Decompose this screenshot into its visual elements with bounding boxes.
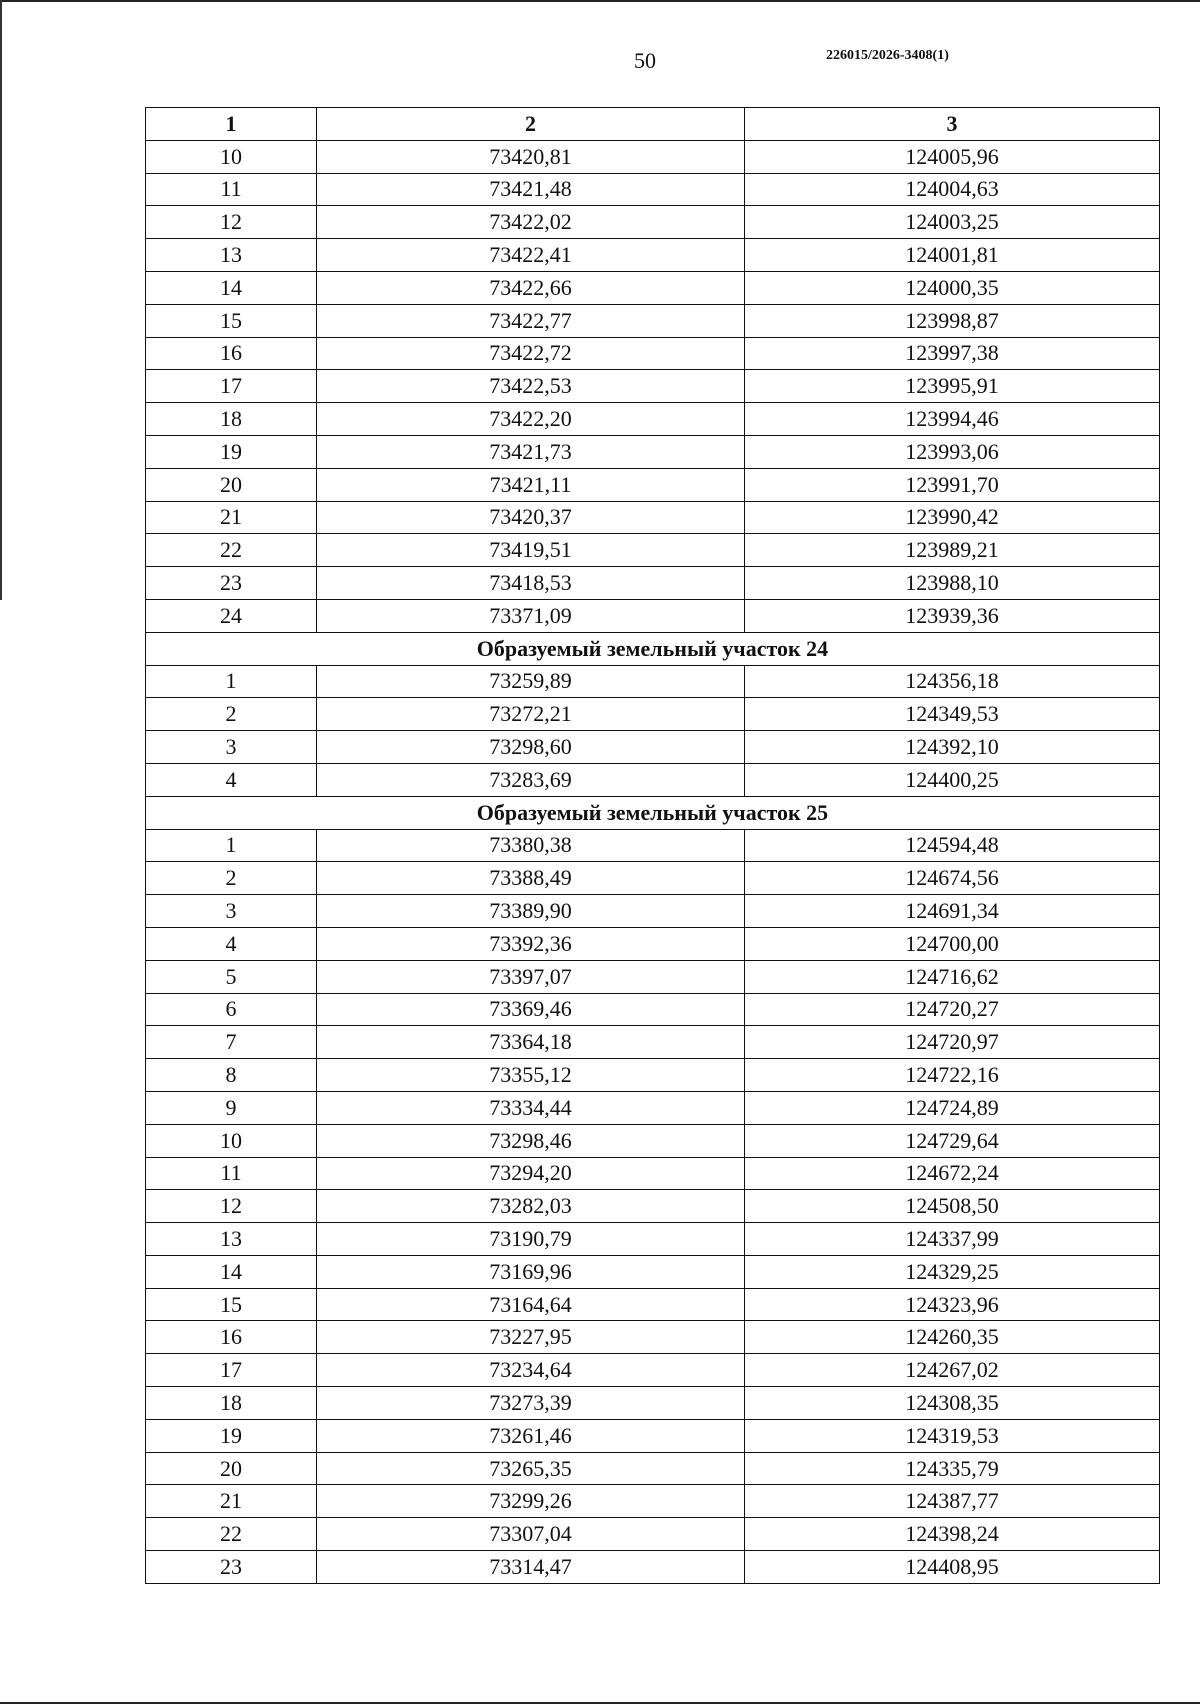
y-coordinate-cell: 124003,25 [745,206,1160,239]
y-coordinate-cell: 123995,91 [745,370,1160,403]
point-number-cell: 22 [146,534,317,567]
table-row [146,1059,1160,1092]
point-number-cell: 19 [146,1419,317,1452]
point-number-cell: 3 [146,895,317,928]
y-coordinate-cell: 124720,27 [745,993,1160,1026]
point-number-cell: 17 [146,370,317,403]
x-coordinate-cell: 73273,39 [317,1387,745,1420]
table-row [146,1255,1160,1288]
table-row [146,304,1160,337]
point-number-cell: 10 [146,1124,317,1157]
x-coordinate-cell: 73234,64 [317,1354,745,1387]
y-coordinate-cell: 123939,36 [745,599,1160,632]
point-number-cell: 23 [146,567,317,600]
y-coordinate-cell: 123991,70 [745,468,1160,501]
scan-border-bottom [0,1702,1200,1704]
table-row [146,1124,1160,1157]
x-coordinate-cell: 73371,09 [317,599,745,632]
header-col-3: 3 [745,108,1160,141]
y-coordinate-cell: 124005,96 [745,140,1160,173]
table-row [146,993,1160,1026]
table-row [146,862,1160,895]
x-coordinate-cell: 73164,64 [317,1288,745,1321]
table-row [146,271,1160,304]
x-coordinate-cell: 73422,02 [317,206,745,239]
x-coordinate-cell: 73422,41 [317,239,745,272]
x-coordinate-cell: 73298,60 [317,731,745,764]
x-coordinate-cell: 73420,37 [317,501,745,534]
point-number-cell: 11 [146,173,317,206]
point-number-cell: 12 [146,1190,317,1223]
y-coordinate-cell: 123994,46 [745,403,1160,436]
point-number-cell: 21 [146,1485,317,1518]
x-coordinate-cell: 73314,47 [317,1551,745,1584]
y-coordinate-cell: 123989,21 [745,534,1160,567]
table-row [146,173,1160,206]
table-row [146,1387,1160,1420]
y-coordinate-cell: 124594,48 [745,829,1160,862]
x-coordinate-cell: 73421,48 [317,173,745,206]
table-row [146,337,1160,370]
point-number-cell: 22 [146,1518,317,1551]
table-row [146,1452,1160,1485]
scan-border-left [0,0,2,600]
x-coordinate-cell: 73298,46 [317,1124,745,1157]
y-coordinate-cell: 124319,53 [745,1419,1160,1452]
x-coordinate-cell: 73369,46 [317,993,745,1026]
x-coordinate-cell: 73299,26 [317,1485,745,1518]
x-coordinate-cell: 73422,66 [317,271,745,304]
y-coordinate-cell: 124700,00 [745,927,1160,960]
table-row [146,829,1160,862]
table-row [146,1190,1160,1223]
point-number-cell: 5 [146,960,317,993]
y-coordinate-cell: 123993,06 [745,435,1160,468]
x-coordinate-cell: 73227,95 [317,1321,745,1354]
y-coordinate-cell: 124720,97 [745,1026,1160,1059]
x-coordinate-cell: 73380,38 [317,829,745,862]
point-number-cell: 18 [146,403,317,436]
y-coordinate-cell: 123988,10 [745,567,1160,600]
page-number: 50 [634,48,656,73]
table-row [146,698,1160,731]
x-coordinate-cell: 73272,21 [317,698,745,731]
x-coordinate-cell: 73422,20 [317,403,745,436]
x-coordinate-cell: 73420,81 [317,140,745,173]
y-coordinate-cell: 123997,38 [745,337,1160,370]
point-number-cell: 9 [146,1091,317,1124]
x-coordinate-cell: 73282,03 [317,1190,745,1223]
y-coordinate-cell: 124400,25 [745,763,1160,796]
header-col-1: 1 [146,108,317,141]
x-coordinate-cell: 73265,35 [317,1452,745,1485]
point-number-cell: 23 [146,1551,317,1584]
y-coordinate-cell: 124716,62 [745,960,1160,993]
y-coordinate-cell: 124356,18 [745,665,1160,698]
table-row [146,599,1160,632]
point-number-cell: 14 [146,1255,317,1288]
point-number-cell: 3 [146,731,317,764]
y-coordinate-cell: 124729,64 [745,1124,1160,1157]
y-coordinate-cell: 124349,53 [745,698,1160,731]
point-number-cell: 16 [146,1321,317,1354]
point-number-cell: 11 [146,1157,317,1190]
table-body [146,140,1160,1583]
point-number-cell: 2 [146,862,317,895]
table-row [146,895,1160,928]
table-row [146,731,1160,764]
x-coordinate-cell: 73169,96 [317,1255,745,1288]
table-row [146,1551,1160,1584]
point-number-cell: 6 [146,993,317,1026]
table-row [146,403,1160,436]
table-row [146,435,1160,468]
y-coordinate-cell: 124392,10 [745,731,1160,764]
table-row [146,1026,1160,1059]
scan-border-top [0,0,1200,2]
table-row [146,501,1160,534]
point-number-cell: 13 [146,1223,317,1256]
y-coordinate-cell: 124004,63 [745,173,1160,206]
x-coordinate-cell: 73294,20 [317,1157,745,1190]
point-number-cell: 17 [146,1354,317,1387]
point-number-cell: 18 [146,1387,317,1420]
table-row [146,239,1160,272]
x-coordinate-cell: 73392,36 [317,927,745,960]
table-row [146,370,1160,403]
point-number-cell: 24 [146,599,317,632]
x-coordinate-cell: 73422,72 [317,337,745,370]
table-row [146,567,1160,600]
point-number-cell: 16 [146,337,317,370]
y-coordinate-cell: 124722,16 [745,1059,1160,1092]
y-coordinate-cell: 124001,81 [745,239,1160,272]
section-header-row [146,796,1160,829]
table-row [146,140,1160,173]
table-row [146,1157,1160,1190]
x-coordinate-cell: 73421,11 [317,468,745,501]
section-header-row [146,632,1160,665]
point-number-cell: 14 [146,271,317,304]
table-row [146,1223,1160,1256]
table-row [146,763,1160,796]
x-coordinate-cell: 73259,89 [317,665,745,698]
table-row [146,206,1160,239]
point-number-cell: 8 [146,1059,317,1092]
point-number-cell: 15 [146,304,317,337]
point-number-cell: 4 [146,763,317,796]
table-row [146,534,1160,567]
y-coordinate-cell: 124408,95 [745,1551,1160,1584]
point-number-cell: 4 [146,927,317,960]
y-coordinate-cell: 124329,25 [745,1255,1160,1288]
y-coordinate-cell: 124672,24 [745,1157,1160,1190]
y-coordinate-cell: 124387,77 [745,1485,1160,1518]
table-row [146,665,1160,698]
header-col-2: 2 [317,108,745,141]
point-number-cell: 1 [146,665,317,698]
table-row [146,927,1160,960]
coordinates-table [145,107,1160,1584]
y-coordinate-cell: 124323,96 [745,1288,1160,1321]
y-coordinate-cell: 123990,42 [745,501,1160,534]
table-row [146,1288,1160,1321]
table-row [146,1091,1160,1124]
point-number-cell: 13 [146,239,317,272]
y-coordinate-cell: 124724,89 [745,1091,1160,1124]
x-coordinate-cell: 73190,79 [317,1223,745,1256]
point-number-cell: 15 [146,1288,317,1321]
point-number-cell: 20 [146,1452,317,1485]
y-coordinate-cell: 124000,35 [745,271,1160,304]
x-coordinate-cell: 73397,07 [317,960,745,993]
x-coordinate-cell: 73307,04 [317,1518,745,1551]
y-coordinate-cell: 123998,87 [745,304,1160,337]
point-number-cell: 12 [146,206,317,239]
y-coordinate-cell: 124691,34 [745,895,1160,928]
table-header-row [146,108,1160,141]
x-coordinate-cell: 73364,18 [317,1026,745,1059]
section-title: Образуемый земельный участок 25 [146,796,1160,829]
section-title: Образуемый земельный участок 24 [146,632,1160,665]
point-number-cell: 19 [146,435,317,468]
table-row [146,1518,1160,1551]
x-coordinate-cell: 73419,51 [317,534,745,567]
y-coordinate-cell: 124398,24 [745,1518,1160,1551]
point-number-cell: 10 [146,140,317,173]
y-coordinate-cell: 124337,99 [745,1223,1160,1256]
x-coordinate-cell: 73422,53 [317,370,745,403]
x-coordinate-cell: 73334,44 [317,1091,745,1124]
x-coordinate-cell: 73422,77 [317,304,745,337]
point-number-cell: 21 [146,501,317,534]
x-coordinate-cell: 73261,46 [317,1419,745,1452]
y-coordinate-cell: 124260,35 [745,1321,1160,1354]
y-coordinate-cell: 124267,02 [745,1354,1160,1387]
point-number-cell: 1 [146,829,317,862]
y-coordinate-cell: 124308,35 [745,1387,1160,1420]
table-row [146,1485,1160,1518]
x-coordinate-cell: 73388,49 [317,862,745,895]
table-row [146,1321,1160,1354]
table-row [146,1354,1160,1387]
x-coordinate-cell: 73421,73 [317,435,745,468]
point-number-cell: 7 [146,1026,317,1059]
x-coordinate-cell: 73355,12 [317,1059,745,1092]
y-coordinate-cell: 124335,79 [745,1452,1160,1485]
table-row [146,468,1160,501]
x-coordinate-cell: 73283,69 [317,763,745,796]
y-coordinate-cell: 124674,56 [745,862,1160,895]
table-row [146,960,1160,993]
y-coordinate-cell: 124508,50 [745,1190,1160,1223]
x-coordinate-cell: 73389,90 [317,895,745,928]
point-number-cell: 20 [146,468,317,501]
point-number-cell: 2 [146,698,317,731]
document-code: 226015/2026-3408(1) [826,48,949,63]
x-coordinate-cell: 73418,53 [317,567,745,600]
table-row [146,1419,1160,1452]
